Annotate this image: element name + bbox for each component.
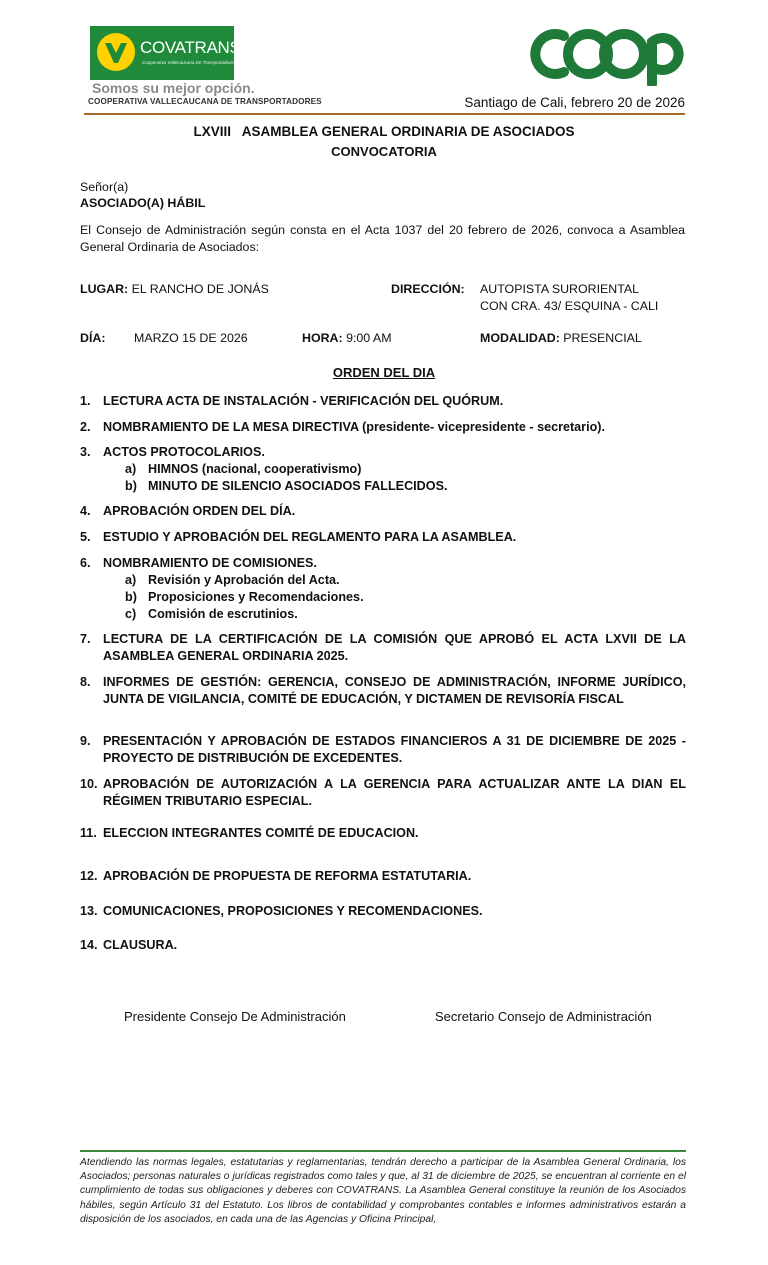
- dia-label: DÍA:: [80, 331, 106, 345]
- item-number: 12.: [80, 869, 98, 883]
- direccion-label: DIRECCIÓN:: [391, 282, 465, 296]
- agenda-item-7: [80, 631, 686, 665]
- agenda-item-14: [80, 937, 686, 954]
- coop-logo: [524, 22, 688, 86]
- cooperative-full-name: COOPERATIVA VALLECAUCANA DE TRANSPORTADORES: [88, 97, 322, 106]
- direccion-line2: CON CRA. 43/ ESQUINA - CALI: [480, 299, 659, 313]
- item-number: 5.: [80, 530, 91, 544]
- salutation: Señor(a): [80, 180, 129, 194]
- item-number: 1.: [80, 394, 91, 408]
- agenda-subitem-6a: [125, 572, 340, 589]
- hora-label: HORA:: [302, 331, 343, 345]
- agenda-item-10: [80, 776, 686, 810]
- agenda-subitem-6b: [125, 589, 364, 606]
- intro-paragraph: El Consejo de Administración según consta en el Acta 1037 del 20 febrero de 2026, convoca a Asamblea General Ordinaria de Asociados:: [80, 223, 685, 254]
- hora-value: 9:00 AM: [346, 331, 392, 345]
- subitem-letter: b): [125, 590, 137, 604]
- item-number: 9.: [80, 734, 91, 748]
- item-number: 14.: [80, 938, 98, 952]
- hora-field: [302, 330, 392, 347]
- agenda-subitem-6c: [125, 606, 298, 623]
- footer-divider: [80, 1150, 686, 1152]
- agenda-item-5: [80, 529, 686, 546]
- item-text: ACTOS PROTOCOLARIOS.: [103, 445, 265, 459]
- item-text: CLAUSURA.: [103, 938, 178, 952]
- subitem-text: Revisión y Aprobación del Acta.: [148, 573, 340, 587]
- subitem-letter: b): [125, 479, 137, 493]
- modalidad-label: MODALIDAD:: [480, 331, 560, 345]
- item-number: 10.: [80, 777, 98, 791]
- agenda-item-13: [80, 903, 686, 920]
- item-text: APROBACIÓN DE AUTORIZACIÓN A LA GERENCIA PARA ACTUALIZAR ANTE LA DIAN EL RÉGIMEN TRIBUTARIO ESPECIAL.: [103, 777, 686, 808]
- agenda-item-12: [80, 868, 686, 885]
- dia-value: MARZO 15 DE 2026: [134, 331, 248, 345]
- item-number: 11.: [80, 826, 97, 840]
- agenda-title: ORDEN DEL DIA: [332, 365, 436, 380]
- subitem-letter: a): [125, 462, 137, 476]
- item-number: 2.: [80, 420, 91, 434]
- item-text: APROBACIÓN ORDEN DEL DÍA.: [103, 504, 296, 518]
- agenda-subitem-3b: [125, 478, 447, 495]
- agenda-item-2: [80, 419, 686, 436]
- item-number: 7.: [80, 632, 91, 646]
- signature-president: Presidente Consejo De Administración: [124, 1009, 346, 1024]
- item-number: 13.: [80, 904, 98, 918]
- document-date: Santiago de Cali, febrero 20 de 2026: [464, 95, 685, 110]
- agenda-item-11: [80, 825, 686, 842]
- item-text: ELECCION INTEGRANTES COMITÉ DE EDUCACION.: [103, 826, 419, 840]
- subitem-letter: c): [125, 607, 137, 621]
- modalidad-field: [480, 330, 642, 347]
- item-number: 3.: [80, 445, 91, 459]
- item-text: NOMBRAMIENTO DE COMISIONES.: [103, 556, 317, 570]
- item-number: 6.: [80, 556, 91, 570]
- subitem-text: Comisión de escrutinios.: [148, 607, 298, 621]
- subitem-text: MINUTO DE SILENCIO ASOCIADOS FALLECIDOS.: [148, 479, 448, 493]
- recipient: ASOCIADO(A) HÁBIL: [80, 196, 206, 210]
- agenda-subitem-3a: [125, 461, 361, 478]
- item-number: 8.: [80, 675, 91, 689]
- header-divider: [84, 113, 685, 115]
- item-text: COMUNICACIONES, PROPOSICIONES Y RECOMENDACIONES.: [103, 904, 483, 918]
- logo-emblem-icon: [97, 33, 135, 71]
- agenda-item-9: [80, 733, 686, 767]
- item-number: 4.: [80, 504, 91, 518]
- logo-subtitle: Cooperativa Vallecaucana De Transportadores: [142, 60, 236, 65]
- logo-name: COVATRANS: [140, 38, 241, 57]
- signature-secretary: Secretario Consejo de Administración: [435, 1009, 652, 1024]
- assembly-title: LXVIII ASAMBLEA GENERAL ORDINARIA DE ASOCIADOS: [193, 124, 575, 139]
- modalidad-value: PRESENCIAL: [563, 331, 642, 345]
- item-text: LECTURA ACTA DE INSTALACIÓN - VERIFICACIÓN DEL QUÓRUM.: [103, 394, 504, 408]
- item-text: INFORMES DE GESTIÓN: GERENCIA, CONSEJO DE ADMINISTRACIÓN, INFORME JURÍDICO, JUNTA DE VIGILANCIA, COMITÉ DE EDUCACIÓN, Y DICTAMEN DE REVISORÍA FISCAL: [103, 675, 686, 706]
- agenda-item-6: [80, 555, 686, 572]
- agenda-item-3: [80, 444, 686, 461]
- item-text: ESTUDIO Y APROBACIÓN DEL REGLAMENTO PARA LA ASAMBLEA.: [103, 530, 517, 544]
- direccion-line1: AUTOPISTA SURORIENTAL: [480, 282, 640, 296]
- lugar-value: EL RANCHO DE JONÁS: [131, 282, 269, 296]
- subitem-text: HIMNOS (nacional, cooperativismo): [148, 462, 362, 476]
- agenda-item-4: [80, 503, 686, 520]
- lugar-field: [80, 281, 269, 298]
- footer-note: Atendiendo las normas legales, estatutarias y reglamentarias, tendrán derecho a participar de la Asamblea General Ordinaria, los Asociados; personas naturales o jurídicas registrados como tales y que, al 31 de diciembre de 2025, se encuentran al corriente en el cumplimiento de todas sus obligaciones y deberes con COVATRANS. La Asamblea General constituye la reunión de los Asociados hábiles, según Artículo 31 del Estatuto. Los libros de contabilidad y comprobantes contables e informes administrativos estarán a disposición de los asociados, en cada una de las Agencias y Oficina Principal,: [80, 1157, 686, 1225]
- slogan: Somos su mejor opción.: [92, 80, 255, 96]
- agenda-item-8: [80, 674, 686, 708]
- item-text: LECTURA DE LA CERTIFICACIÓN DE LA COMISIÓN QUE APROBÓ EL ACTA LXVII DE LA ASAMBLEA GENERAL ORDINARIA 2025.: [103, 632, 686, 663]
- agenda-item-1: [80, 393, 686, 410]
- document-subtitle: CONVOCATORIA: [331, 144, 437, 159]
- item-text: PRESENTACIÓN Y APROBACIÓN DE ESTADOS FINANCIEROS A 31 DE DICIEMBRE DE 2025 - PROYECTO DE DISTRIBUCIÓN DE EXCEDENTES.: [103, 734, 686, 765]
- item-text: NOMBRAMIENTO DE LA MESA DIRECTIVA (presidente- vicepresidente - secretario).: [103, 420, 605, 434]
- subitem-letter: a): [125, 573, 137, 587]
- covatrans-logo: [90, 26, 241, 80]
- lugar-label: LUGAR:: [80, 282, 129, 296]
- item-text: APROBACIÓN DE PROPUESTA DE REFORMA ESTATUTARIA.: [103, 869, 472, 883]
- subitem-text: Proposiciones y Recomendaciones.: [148, 590, 364, 604]
